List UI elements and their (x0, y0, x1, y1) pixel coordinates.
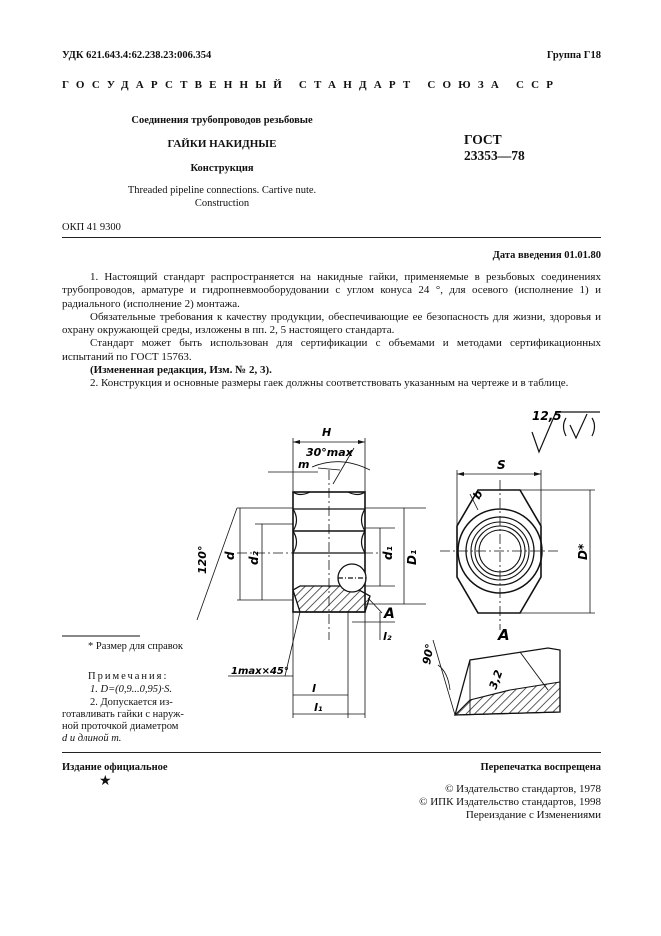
title-english-2: Construction (194, 198, 250, 209)
detail-a-hatch (455, 682, 560, 715)
dim-D-label: D* (576, 543, 590, 560)
dim-l1-label: l₁ (314, 701, 323, 714)
note-2-line-1: 2. Допускается из- (90, 697, 173, 708)
dim-chamfer-label: 1max×45° (231, 666, 289, 677)
dim-b-label: b (470, 488, 486, 502)
copyright-1998: © ИПК Издательство стандартов, 1998 (419, 796, 601, 808)
note-2-line-3: ной проточкой диаметром (62, 721, 179, 732)
dim-120-label: 120° (196, 545, 209, 574)
title-sub: Конструкция (190, 163, 254, 174)
divider-bottom (62, 752, 601, 753)
gost-label: ГОСТ (464, 132, 502, 147)
title-name: ГАЙКИ НАКИДНЫЕ (167, 138, 277, 150)
notes-title: Примечания: (88, 671, 169, 682)
dim-d-label: d (223, 551, 237, 560)
group-code: Группа Г18 (546, 50, 601, 61)
dim-l-label: l (312, 682, 316, 695)
paragraph-3: Стандарт может быть использован для сертификации с объемами и методами сертификационных испытаний по ГОСТ 15763. (62, 337, 601, 363)
paragraph-2-construction: 2. Конструкция и основные размеры гаек должны соответствовать указанным на чертеже и в таблице. (90, 377, 569, 390)
udk-code: УДК 621.643.4:62.238.23:006.354 (62, 50, 212, 61)
paragraph-amendment: (Измененная редакция, Изм. № 2, 3). (90, 364, 272, 377)
copyright-1978: © Издательство стандартов, 1978 (445, 783, 601, 795)
footnote-size-ref: * Размер для справок (88, 641, 184, 652)
dim-S-label: S (497, 458, 506, 472)
intro-date: Дата введения 01.01.80 (492, 250, 601, 261)
roughness-value: 12,5 (532, 409, 562, 423)
paragraph-1: 1. Настоящий стандарт распространяется на накидные гайки, применяемые в резьбовых соединениях трубопроводов, арматуре и гидропневмооборудовании с углом конуса 24 °, для осевого (исполнение 1) и радиального (исполнение 2) монтажа. (62, 271, 601, 310)
dim-30max-label: 30°max (306, 446, 353, 459)
roughness-symbol-text: √(√) (1, 1, 4, 2)
title-subject: Соединения трубопроводов резьбовые (131, 115, 313, 126)
dim-D1-label: D₁ (405, 549, 419, 565)
view-A-label: A (498, 626, 510, 644)
star-icon: ★ (99, 774, 112, 789)
okp-code: ОКП 41 9300 (62, 222, 121, 233)
official-edition: Издание официальное (62, 762, 168, 773)
dim-d1-label: d₁ (381, 546, 395, 560)
paragraph-2: Обязательные требования к качеству продукции, обеспечивающие ее безопасность для жизни, здоровья и охрану окружающей среды, изложены в пп. 2, 5 настоящего стандарта. (62, 310, 601, 337)
reissue-note: Переиздание с Изменениями (465, 809, 601, 821)
standard-banner: ГОСУДАРСТВЕННЫЙ СТАНДАРТ СОЮЗА ССР (62, 79, 561, 91)
title-english-1: Threaded pipeline connections. Cartive nute. (127, 185, 317, 196)
roughness-3-2-label: 3,2 (486, 668, 506, 692)
dim-m-label: m (298, 458, 310, 471)
section-A-label: A (384, 606, 395, 622)
dim-l2-label: l₂ (383, 630, 392, 643)
note-1: 1. D=(0,9...0,95)·S. (90, 684, 173, 695)
note-2-line-2: готавливать гайки с наруж- (62, 709, 184, 720)
gost-number: 23353—78 (464, 148, 525, 163)
reprint-prohibited: Перепечатка воспрещена (480, 762, 601, 773)
dim-H-label: H (322, 426, 332, 439)
note-2-line-4: d и длиной m. (62, 733, 122, 744)
dim-d2-label: d₂ (247, 551, 261, 565)
dim-90-label: 90° (420, 642, 437, 666)
